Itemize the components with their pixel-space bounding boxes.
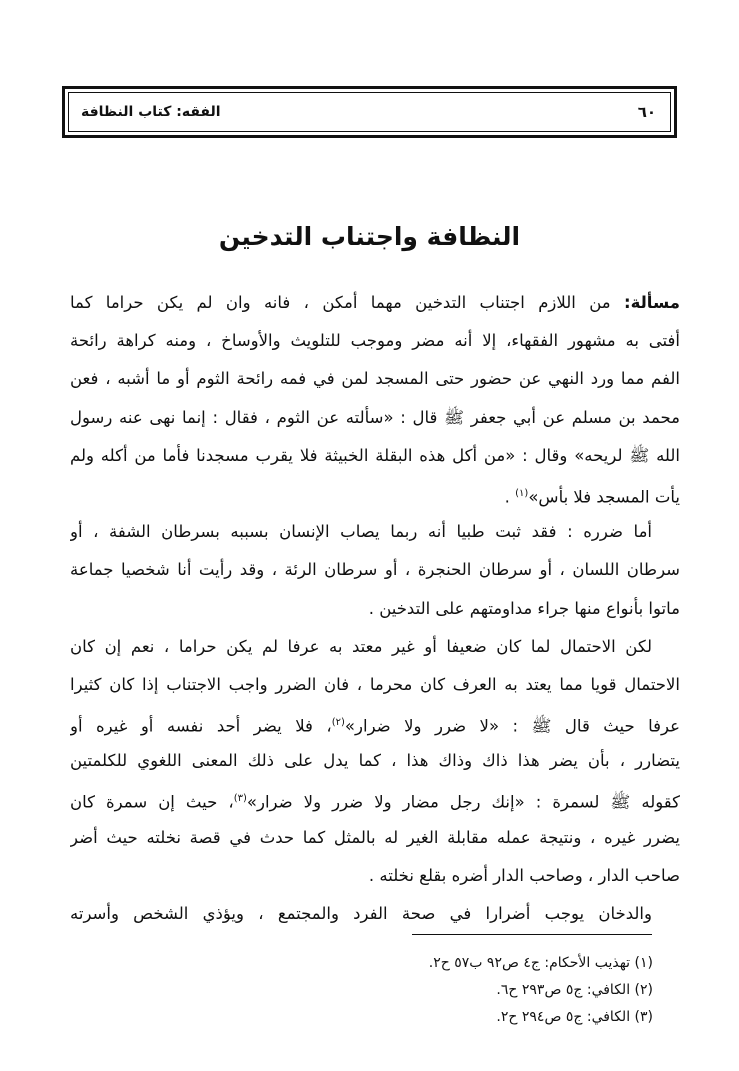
footnote-ref-1: (١) [515,487,529,499]
footnote-2: (٢) الكافي: ج٥ ص٢٩٣ ح٦. [496,982,653,998]
footnote-separator [412,934,652,935]
text-line: صاحب الدار ، وصاحب الدار أضره بقلع نخلته . [368,865,680,885]
text-span: يأت المسجد فلا بأس» [528,487,680,507]
section-title: النظافة واجتناب التدخين [218,222,521,251]
text-span: . [504,487,516,507]
text-span: ، فلا يضر أحد نفسه أو غيره أو [70,716,332,736]
header-inner-border [68,92,671,132]
text-line [70,284,680,322]
footnote-ref-2: (٢) [331,717,345,729]
text-span: عرفا حيث قال ﷺ : «لا ضرر ولا ضرار» [344,716,680,736]
running-title: الفقه: كتاب النظافة [81,104,221,120]
text-line [70,704,680,742]
text-line: ماتوا بأنواع منها جراء مداومتهم على التدخين . [368,598,680,618]
page-number: ٦٠ [637,103,656,121]
text-line: محمد بن مسلم عن أبي جعفر ﷺ قال : «سألته عن الثوم ، فقال : إنما نهى عنه رسول [70,407,680,427]
text-line [70,780,680,818]
text-line: الله ﷺ لريحه» وقال : «من أكل هذه البقلة الخبيثة فلا يقرب مسجدنا فأما من أكله ولم [70,445,680,465]
text-line: أما ضرره : فقد ثبت طبيا أنه ربما يصاب الإنسان بسببه بسرطان الشفة ، أو [70,522,652,542]
text-line: والدخان يوجب أضرارا في صحة الفرد والمجتمع ، ويؤذي الشخص وأسرته [70,904,652,923]
body-text [70,284,680,933]
text-span: من اللازم اجتناب التدخين مهما أمكن ، فانه وان لم يكن حراما كما [70,293,624,312]
text-line: سرطان اللسان ، أو سرطان الحنجرة ، أو سرطان الرئة ، وقد رأيت أنا شخصيا جماعة [70,560,680,580]
footnote-ref-3: (٣) [233,793,247,805]
footnote-1: (١) تهذيب الأحكام: ج٤ ص٩٢ ب٥٧ ح٢. [428,955,653,971]
text-line: الفم مما ورد النهي عن حضور حتى المسجد لمن في فمه رائحة الثوم أو ما أشبه ، فعن [70,369,680,389]
text-span: ، حيث إن سمرة كان [70,792,234,812]
issue-label: مسألة: [623,293,680,312]
text-line: يضرر غيره ، ونتيجة عمله مقابلة الغير له بالمثل كما حدث في قصة نخلته حيث أضر [70,827,680,847]
text-line: الاحتمال قويا مما يعتد به العرف كان محرما ، فان الضرر واجب الاجتناب إذا كان كثيرا [70,674,680,694]
running-header [62,86,677,138]
text-line: يتضارر ، بأن يضر هذا ذاك وذاك هذا ، كما يدل على ذلك المعنى اللغوي للكلمتين [70,751,680,771]
footnotes [429,950,653,1031]
text-line: لكن الاحتمال لما كان ضعيفا أو غير معتد به عرفا لم يكن حراما ، نعم إن كان [70,636,652,656]
text-line [70,475,680,513]
text-span: كقوله ﷺ لسمرة : «إنك رجل مضار ولا ضرر ولا ضرار» [246,792,680,812]
text-line: أفتى به مشهور الفقهاء، إلا أنه مضر وموجب للتلويث والأوساخ ، ومنه كراهة رائحة [70,331,680,351]
footnote-3: (٣) الكافي: ج٥ ص٢٩٤ ح٢. [496,1009,653,1025]
